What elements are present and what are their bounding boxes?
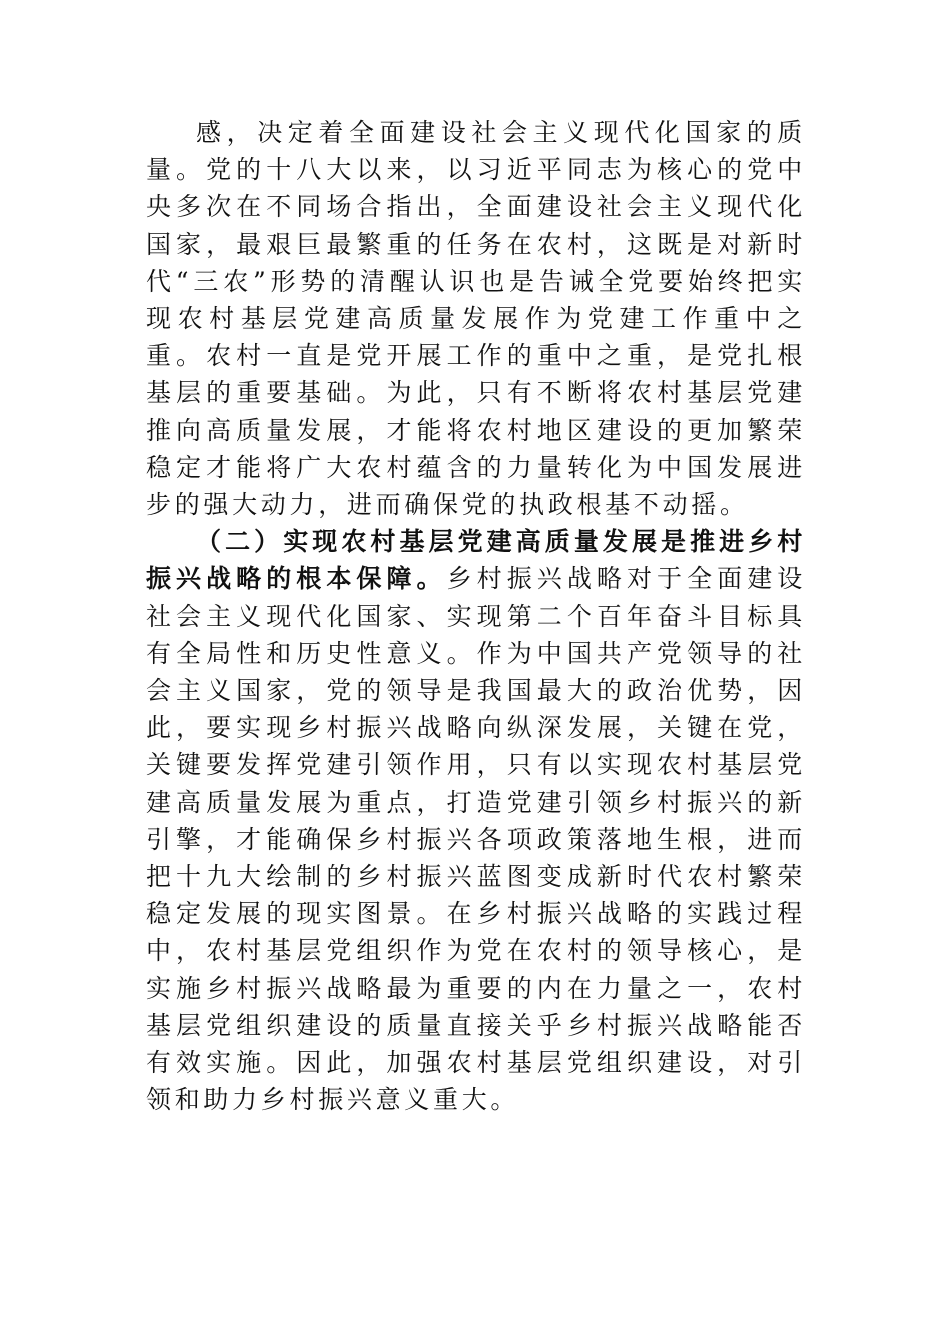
paragraph-1-text: 感，决定着全面建设社会主义现代化国家的质量。党的十八大以来，以习近平同志为核心的党中央多次在不同场合指出，全面建设社会主义现代化国家，最艰巨最繁重的任务在农村，这既是对新时代“三农”形势的清醒认识也是告诫全党要始终把实现农村基层党建高质量发展作为党建工作重中之重。农村一直是党开展工作的重中之重，是党扎根基层的重要基础。为此，只有不断将农村基层党建推向高质量发展，才能将农村地区建设的更加繁荣稳定才能将广大农村蕴含的力量转化为中国发展进步的强大动力，进而确保党的执政根基不动摇。 <box>146 118 806 520</box>
paragraph-2-text: 乡村振兴战略对于全面建设社会主义现代化国家、实现第二个百年奋斗目标具有全局性和历史性意义。作为中国共产党领导的社会主义国家，党的领导是我国最大的政治优势，因此，要实现乡村振兴战略向纵深发展，关键在党，关键要发挥党建引领作用，只有以实现农村基层党建高质量发展为重点，打造党建引领乡村振兴的新引擎，才能确保乡村振兴各项政策落地生根，进而把十九大绘制的乡村振兴蓝图变成新时代农村繁荣稳定发展的现实图景。在乡村振兴战略的实践过程中，农村基层党组织作为党在农村的领导核心，是实施乡村振兴战略最为重要的内在力量之一，农村基层党组织建设的质量直接关乎乡村振兴战略能否有效实施。因此，加强农村基层党组织建设，对引领和助力乡村振兴意义重大。 <box>146 564 806 1115</box>
document-body <box>146 114 806 1118</box>
paragraph-2 <box>146 523 806 1118</box>
paragraph-1 <box>146 114 806 523</box>
section-heading: （二）实现农村基层党建高质量发展是推进乡村振兴战略的根本保障。 <box>146 527 806 594</box>
